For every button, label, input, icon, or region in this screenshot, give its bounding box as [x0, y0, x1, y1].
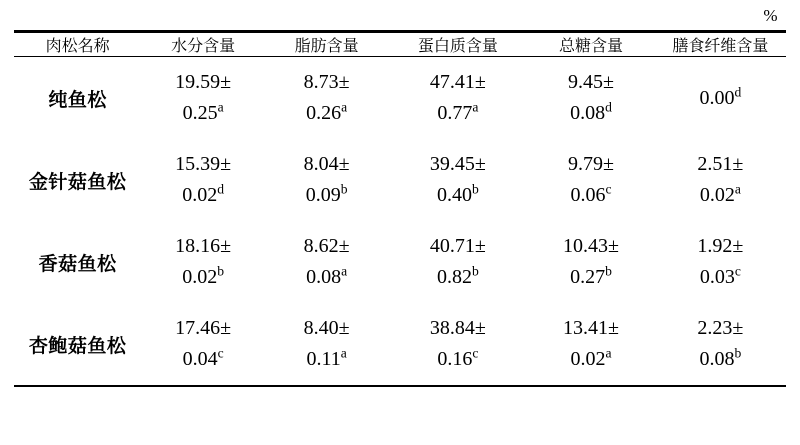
- value-line-2: 0.27$^b$: [570, 263, 612, 288]
- value-line-1: 17.46±: [175, 317, 232, 339]
- row-label: 纯鱼松: [48, 89, 107, 111]
- value-line-1: 47.41±: [429, 71, 486, 93]
- significance-marker: a: [605, 345, 612, 361]
- value-line-1: 38.84±: [429, 317, 486, 339]
- data-cell: [265, 221, 389, 303]
- column-header-3: 蛋白质含量: [417, 38, 498, 55]
- value-line-1: 9.45±: [568, 71, 615, 93]
- significance-marker: a: [472, 99, 479, 115]
- significance-marker: a: [341, 263, 348, 279]
- value-line-1: 15.39±: [175, 153, 232, 175]
- value-line-1: 18.16±: [175, 235, 232, 257]
- data-cell: [388, 139, 527, 221]
- value-line-1: 1.92±: [697, 235, 744, 257]
- value-line-1: 13.41±: [563, 317, 620, 339]
- significance-marker: b: [605, 263, 612, 279]
- table-row: [14, 221, 786, 303]
- data-cell: [655, 303, 786, 386]
- value-line-1: 39.45±: [429, 153, 486, 175]
- rule-line: [14, 386, 786, 387]
- significance-marker: c: [217, 345, 224, 361]
- value-line-2: 0.11$^a$: [306, 345, 347, 370]
- significance-marker: b: [340, 181, 348, 197]
- significance-marker: c: [734, 263, 741, 279]
- value-line-2: 0.08$^b$: [699, 345, 742, 370]
- data-cell: [141, 57, 265, 139]
- data-cell: [141, 139, 265, 221]
- data-cell: [527, 57, 654, 139]
- significance-marker: a: [340, 345, 347, 361]
- value-line-1: 40.71±: [429, 235, 486, 257]
- data-cell: [388, 221, 527, 303]
- significance-marker: a: [217, 99, 224, 115]
- value-line-1: 8.40±: [303, 317, 350, 339]
- column-header-5: 膳食纤维含量: [672, 38, 769, 55]
- significance-marker: d: [605, 99, 612, 115]
- value-line-2: 0.03$^c$: [699, 263, 741, 288]
- significance-marker: a: [341, 99, 348, 115]
- value-line-1: 2.51±: [697, 153, 744, 175]
- value-line-2: 0.02$^a$: [570, 345, 612, 370]
- data-cell: [265, 139, 389, 221]
- value-line-2: 0.26$^a$: [306, 99, 348, 124]
- significance-marker: d: [217, 181, 225, 197]
- data-cell: [388, 303, 527, 386]
- table-row: [14, 303, 786, 386]
- value-line-2: 0.09$^b$: [305, 181, 348, 206]
- value-line-2: 0.02$^b$: [182, 263, 225, 288]
- data-cell: [655, 57, 786, 139]
- data-cell: [141, 303, 265, 386]
- data-cell: [265, 57, 389, 139]
- value-line-1: 9.79±: [568, 153, 615, 175]
- value-line-1: 8.62±: [303, 235, 350, 257]
- value-line-1: 10.43±: [563, 235, 620, 257]
- significance-marker: d: [734, 83, 742, 99]
- data-cell: [388, 57, 527, 139]
- row-label: 金针菇鱼松: [28, 171, 127, 193]
- significance-marker: b: [471, 263, 479, 279]
- table-row: [14, 57, 786, 139]
- significance-marker: b: [734, 345, 742, 361]
- value-line-2: 0.25$^a$: [182, 99, 224, 124]
- data-cell: [655, 221, 786, 303]
- data-cell: [655, 139, 786, 221]
- data-cell: [141, 221, 265, 303]
- column-header-2: 脂肪含量: [294, 38, 359, 55]
- significance-marker: a: [734, 181, 741, 197]
- table-row: [14, 139, 786, 221]
- significance-marker: c: [605, 181, 612, 197]
- value-line-2: 0.08$^d$: [570, 99, 612, 124]
- value-line-1: 0.00$^d$: [699, 83, 742, 109]
- column-header-1: 水分含量: [171, 38, 236, 55]
- value-line-2: 0.08$^a$: [306, 263, 348, 288]
- value-line-1: 8.73±: [303, 71, 350, 93]
- value-line-1: 2.23±: [697, 317, 744, 339]
- significance-marker: c: [472, 345, 479, 361]
- data-cell: [527, 303, 654, 386]
- value-line-2: 0.40$^b$: [436, 181, 479, 206]
- row-label: 香菇鱼松: [38, 253, 117, 275]
- data-cell: [527, 139, 654, 221]
- nutrition-table: [14, 30, 786, 387]
- table-header-row: [14, 33, 786, 57]
- unit-label: %: [763, 6, 778, 25]
- significance-marker: b: [471, 181, 479, 197]
- value-line-2: 0.16$^c$: [437, 345, 479, 370]
- data-cell: [527, 221, 654, 303]
- column-header-0: 肉松名称: [45, 38, 110, 55]
- column-header-4: 总糖含量: [559, 38, 624, 55]
- value-line-2: 0.06$^c$: [570, 181, 612, 206]
- value-line-2: 0.02$^d$: [182, 181, 225, 206]
- value-line-2: 0.82$^b$: [436, 263, 479, 288]
- table-bottom-rule: [14, 386, 786, 387]
- value-line-2: 0.04$^c$: [182, 345, 224, 370]
- row-label: 杏鲍菇鱼松: [28, 335, 127, 357]
- value-line-2: 0.77$^a$: [437, 99, 479, 124]
- value-line-2: 0.02$^a$: [699, 181, 741, 206]
- significance-marker: b: [217, 263, 225, 279]
- value-line-1: 8.04±: [303, 153, 350, 175]
- data-cell: [265, 303, 389, 386]
- value-line-1: 19.59±: [175, 71, 232, 93]
